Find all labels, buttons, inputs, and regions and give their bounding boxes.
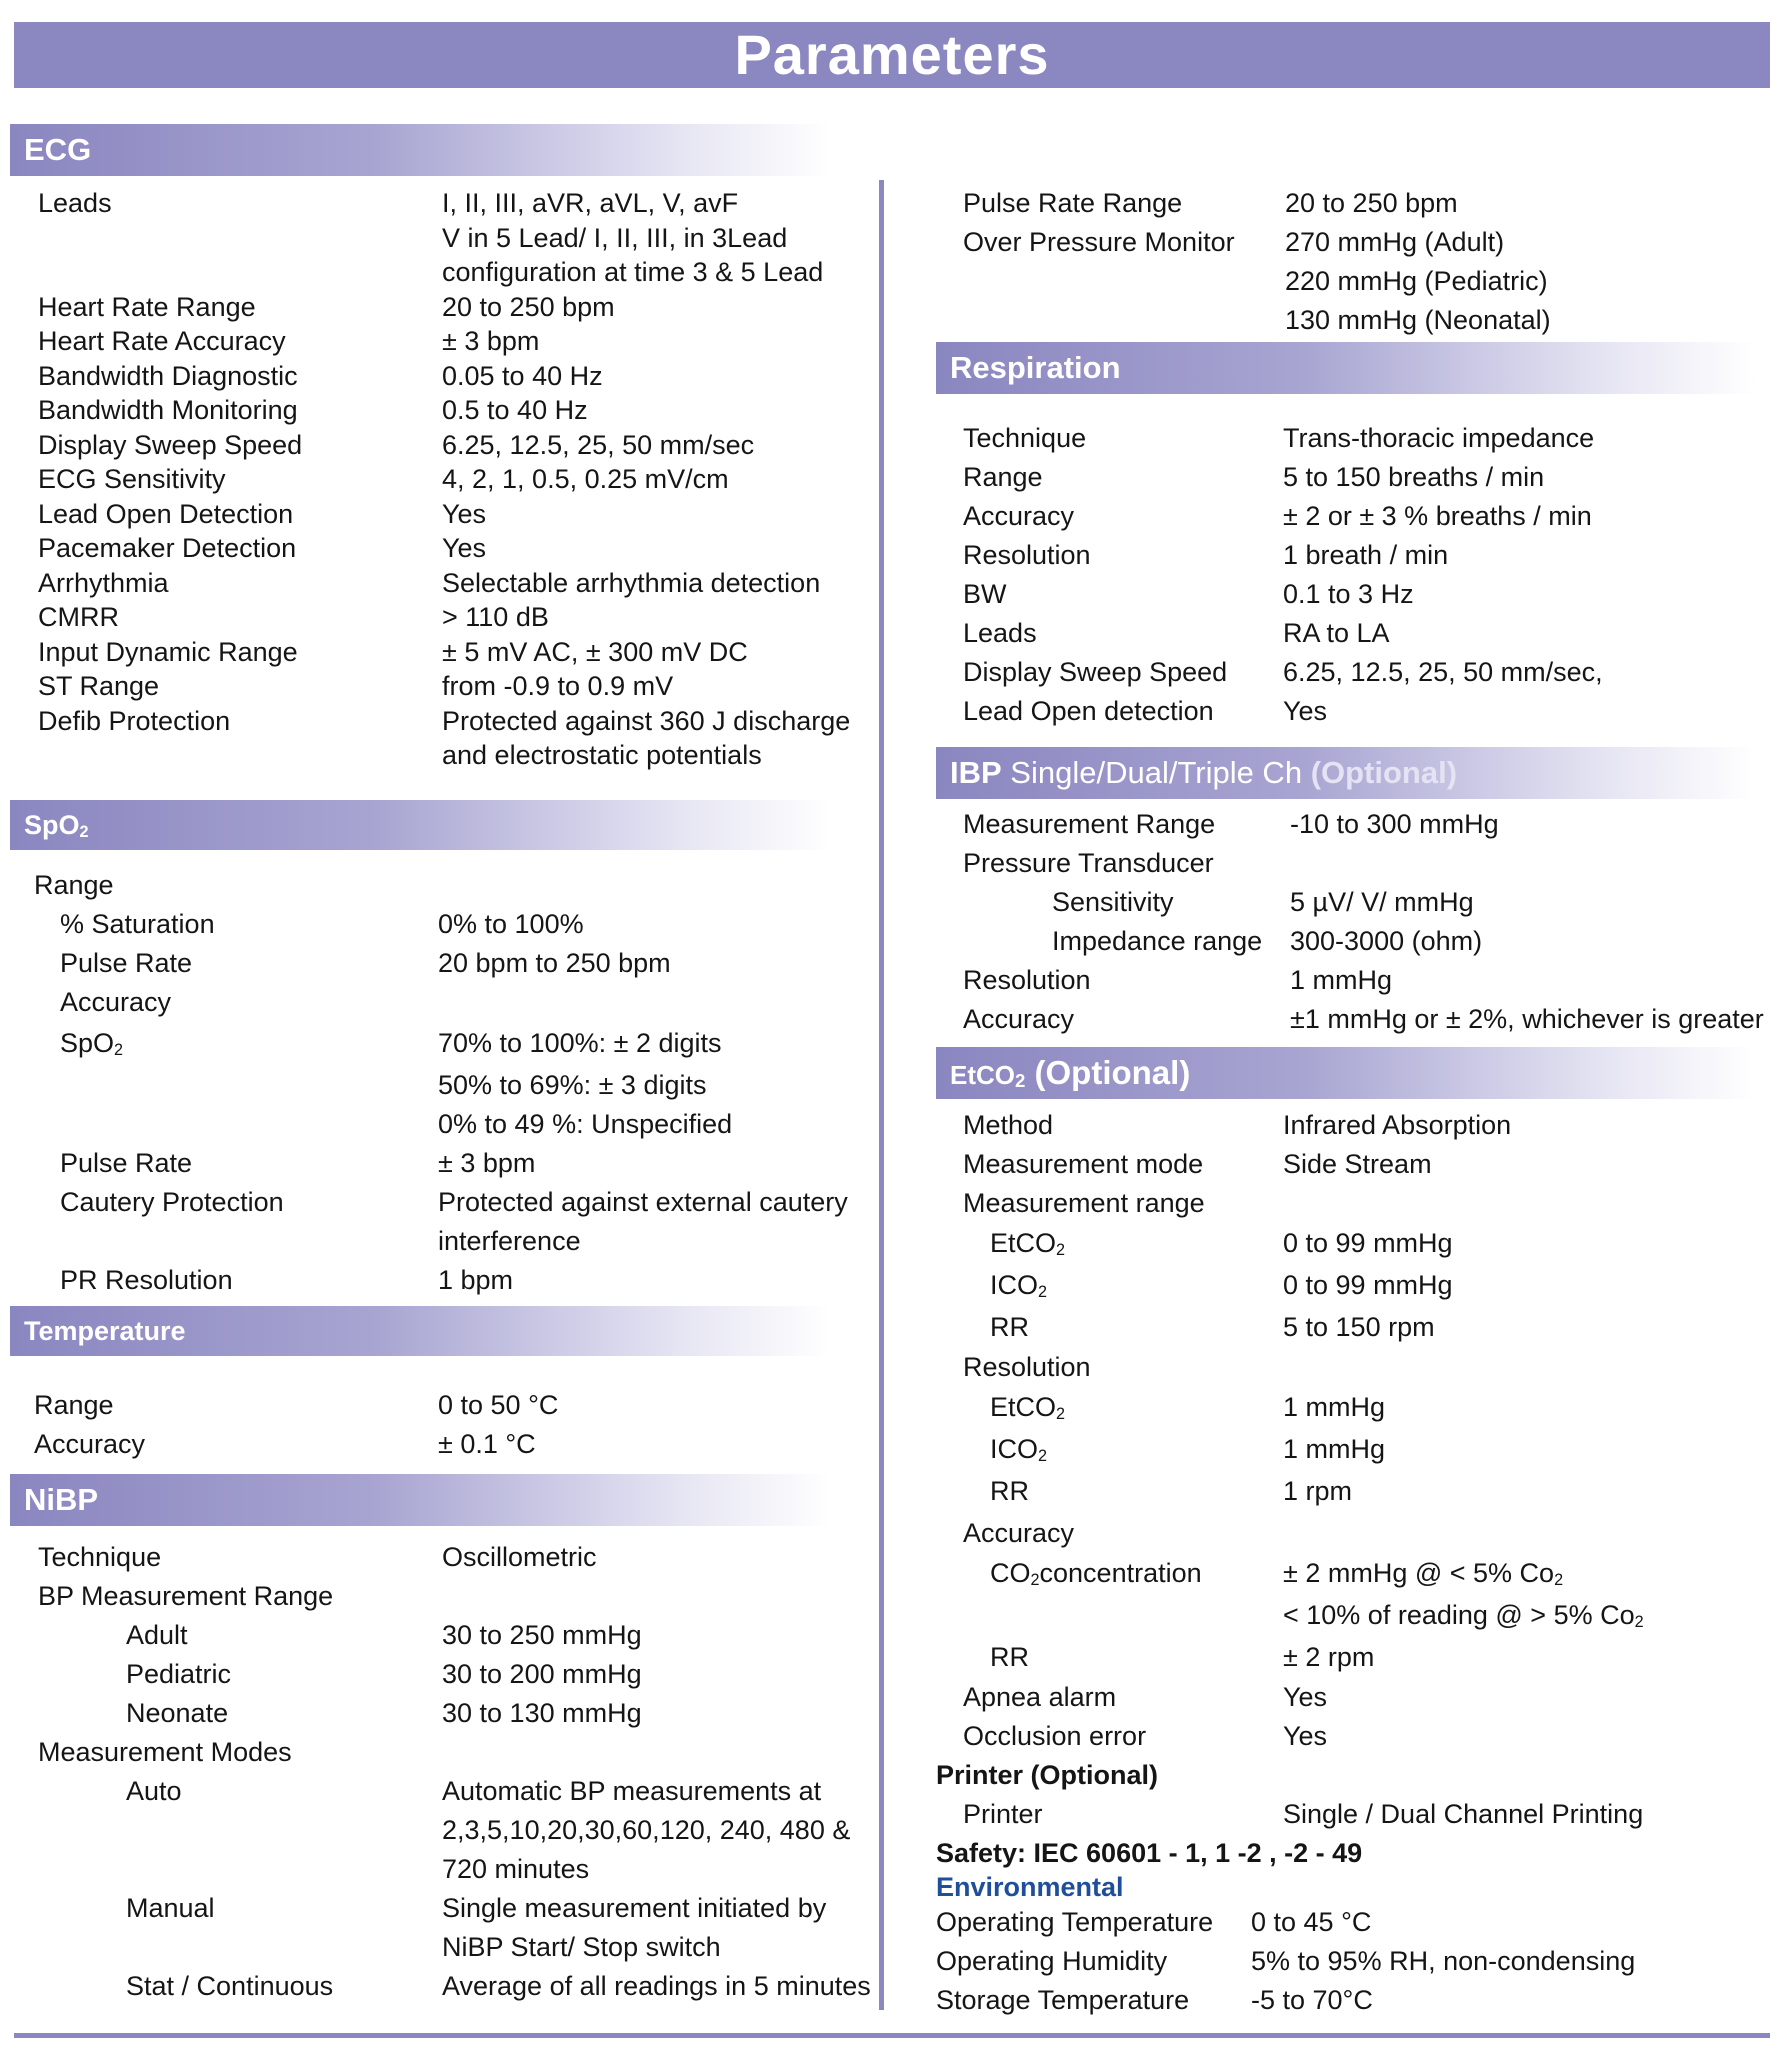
etco2-gas-label: EtCO bbox=[990, 1392, 1057, 1422]
ibp-label: Accuracy bbox=[963, 1004, 1075, 1034]
resp-value: ± 2 or ± 3 % breaths / min bbox=[1283, 501, 1592, 531]
etco2-value: 1 mmHg bbox=[1283, 1392, 1386, 1422]
etco2-label bbox=[990, 1226, 1065, 1267]
etco2-label: RR bbox=[990, 1476, 1029, 1506]
etco2-label: Apnea alarm bbox=[963, 1682, 1117, 1712]
environmental-heading: Environmental bbox=[936, 1872, 1124, 1902]
ecg-label: Pacemaker Detection bbox=[38, 533, 297, 563]
ecg-label: CMRR bbox=[38, 602, 119, 632]
ibp-value: -10 to 300 mmHg bbox=[1290, 809, 1499, 839]
ecg-label: Lead Open Detection bbox=[38, 499, 294, 529]
spo2-value: Protected against external cautery bbox=[438, 1187, 848, 1217]
ecg-value: 0.05 to 40 Hz bbox=[442, 361, 603, 391]
section-etco2-header bbox=[936, 1047, 1756, 1099]
nibp-label: Neonate bbox=[126, 1698, 229, 1728]
nibp-value: Single measurement initiated by bbox=[442, 1893, 827, 1923]
ecg-label: Bandwidth Diagnostic bbox=[38, 361, 298, 391]
ecg-value: 0.5 to 40 Hz bbox=[442, 395, 588, 425]
env-value: 0 to 45 °C bbox=[1251, 1907, 1372, 1937]
nibp-value: 270 mmHg (Adult) bbox=[1285, 227, 1505, 257]
nibp-bp-range: BP Measurement Range bbox=[38, 1581, 334, 1611]
ibp-transducer: Pressure Transducer bbox=[963, 848, 1214, 878]
ecg-label: Heart Rate Range bbox=[38, 292, 256, 322]
etco2-heading: EtCO bbox=[950, 1060, 1015, 1090]
ibp-value: 1 mmHg bbox=[1290, 965, 1393, 995]
etco2-label: Occlusion error bbox=[963, 1721, 1147, 1751]
sub-2: 2 bbox=[1030, 1571, 1040, 1589]
section-respiration-header: Respiration bbox=[936, 342, 1756, 394]
etco2-heading-sub: 2 bbox=[1015, 1070, 1026, 1091]
ico2-gas-label: ICO bbox=[990, 1434, 1039, 1464]
ecg-value: configuration at time 3 & 5 Lead bbox=[442, 257, 824, 287]
ecg-value: ± 3 bpm bbox=[442, 326, 540, 356]
resp-label: Display Sweep Speed bbox=[963, 657, 1228, 687]
nibp-value: 30 to 250 mmHg bbox=[442, 1620, 642, 1650]
resp-label: Lead Open detection bbox=[963, 696, 1214, 726]
ecg-value: 4, 2, 1, 0.5, 0.25 mV/cm bbox=[442, 464, 729, 494]
etco2-acc1: ± 2 mmHg @ < 5% Co bbox=[1283, 1558, 1555, 1588]
ibp-heading-bold: IBP bbox=[950, 755, 1002, 790]
nibp-label: Pulse Rate Range bbox=[963, 188, 1183, 218]
ecg-label: ECG Sensitivity bbox=[38, 464, 226, 494]
nibp-value: 30 to 130 mmHg bbox=[442, 1698, 642, 1728]
ecg-value: from -0.9 to 0.9 mV bbox=[442, 671, 674, 701]
section-temperature-header: Temperature bbox=[10, 1306, 830, 1356]
spo2-heading-sub: 2 bbox=[79, 823, 89, 841]
etco2-value bbox=[1283, 1556, 1563, 1597]
ecg-value: Yes bbox=[442, 533, 487, 563]
etco2-value: 5 to 150 rpm bbox=[1283, 1312, 1435, 1342]
ibp-label: Impedance range bbox=[1052, 926, 1263, 956]
section-ecg-header: ECG bbox=[10, 124, 830, 176]
spo2-value: ± 3 bpm bbox=[438, 1148, 536, 1178]
resp-value: RA to LA bbox=[1283, 618, 1390, 648]
spo2-acc-label: SpO bbox=[60, 1028, 115, 1058]
sub-2: 2 bbox=[1634, 1613, 1644, 1631]
nibp-value: 720 minutes bbox=[442, 1854, 590, 1884]
section-spo2-header bbox=[10, 800, 830, 850]
ibp-label: Resolution bbox=[963, 965, 1091, 995]
resp-label: Technique bbox=[963, 423, 1087, 453]
co2-concentration-label: concentration bbox=[1039, 1558, 1202, 1588]
env-label: Storage Temperature bbox=[936, 1985, 1190, 2015]
ecg-value: Selectable arrhythmia detection bbox=[442, 568, 821, 598]
etco2-value bbox=[1283, 1598, 1644, 1639]
spo2-value: 0% to 100% bbox=[438, 909, 584, 939]
ecg-label: Input Dynamic Range bbox=[38, 637, 298, 667]
env-value: 5% to 95% RH, non-condensing bbox=[1251, 1946, 1636, 1976]
etco2-value: ± 2 rpm bbox=[1283, 1642, 1375, 1672]
spo2-value: interference bbox=[438, 1226, 581, 1256]
ecg-value: I, II, III, aVR, aVL, V, avF bbox=[442, 188, 739, 218]
spo2-value: 50% to 69%: ± 3 digits bbox=[438, 1070, 707, 1100]
resp-value: 1 breath / min bbox=[1283, 540, 1449, 570]
etco2-label: RR bbox=[990, 1312, 1029, 1342]
printer-heading: Printer (Optional) bbox=[936, 1760, 1158, 1790]
safety-line: Safety: IEC 60601 - 1, 1 -2 , -2 - 49 bbox=[936, 1838, 1363, 1868]
etco2-value: Yes bbox=[1283, 1682, 1328, 1712]
etco2-gas-label: EtCO bbox=[990, 1228, 1057, 1258]
etco2-resolution: Resolution bbox=[963, 1352, 1091, 1382]
sub-2: 2 bbox=[1056, 1405, 1066, 1423]
etco2-value: Infrared Absorption bbox=[1283, 1110, 1512, 1140]
temperature-label: Range bbox=[34, 1390, 114, 1420]
resp-value: 6.25, 12.5, 25, 50 mm/sec, bbox=[1283, 657, 1603, 687]
etco2-value: 1 mmHg bbox=[1283, 1434, 1386, 1464]
ico2-gas-label: ICO bbox=[990, 1270, 1039, 1300]
nibp-label: Stat / Continuous bbox=[126, 1971, 334, 2001]
etco2-label: Measurement mode bbox=[963, 1149, 1204, 1179]
printer-value: Single / Dual Channel Printing bbox=[1283, 1799, 1644, 1829]
nibp-value: 220 mmHg (Pediatric) bbox=[1285, 266, 1548, 296]
ecg-value: 20 to 250 bpm bbox=[442, 292, 615, 322]
spo2-label: % Saturation bbox=[60, 909, 215, 939]
etco2-label: Method bbox=[963, 1110, 1054, 1140]
temperature-label: Accuracy bbox=[34, 1429, 146, 1459]
etco2-accuracy: Accuracy bbox=[963, 1518, 1075, 1548]
ecg-label: Display Sweep Speed bbox=[38, 430, 303, 460]
ecg-label: Heart Rate Accuracy bbox=[38, 326, 286, 356]
etco2-label bbox=[990, 1432, 1047, 1473]
nibp-label: Pediatric bbox=[126, 1659, 232, 1689]
spo2-label: Pulse Rate bbox=[60, 948, 193, 978]
spo2-accuracy: Accuracy bbox=[60, 987, 172, 1017]
co2-label: CO bbox=[990, 1558, 1031, 1588]
env-value: -5 to 70°C bbox=[1251, 1985, 1373, 2015]
nibp-value: 2,3,5,10,20,30,60,120, 240, 480 & bbox=[442, 1815, 851, 1845]
resp-label: Range bbox=[963, 462, 1043, 492]
resp-label: Accuracy bbox=[963, 501, 1075, 531]
section-ibp-header bbox=[936, 747, 1756, 799]
nibp-value: NiBP Start/ Stop switch bbox=[442, 1932, 721, 1962]
ecg-label: Arrhythmia bbox=[38, 568, 169, 598]
spo2-range: Range bbox=[34, 870, 114, 900]
section-nibp-header: NiBP bbox=[10, 1474, 830, 1526]
nibp-label: Auto bbox=[126, 1776, 182, 1806]
ibp-value: 300-3000 (ohm) bbox=[1290, 926, 1483, 956]
ecg-value: V in 5 Lead/ I, II, III, in 3Lead bbox=[442, 223, 788, 253]
temperature-value: ± 0.1 °C bbox=[438, 1429, 536, 1459]
etco2-value: 1 rpm bbox=[1283, 1476, 1353, 1506]
etco2-label bbox=[990, 1556, 1202, 1597]
spo2-acc-sub: 2 bbox=[114, 1041, 124, 1059]
nibp-value: 130 mmHg (Neonatal) bbox=[1285, 305, 1551, 335]
env-label: Operating Humidity bbox=[936, 1946, 1168, 1976]
spo2-label bbox=[60, 1026, 123, 1067]
etco2-label: RR bbox=[990, 1642, 1029, 1672]
ecg-label: Defib Protection bbox=[38, 706, 231, 736]
nibp-value: 30 to 200 mmHg bbox=[442, 1659, 642, 1689]
ibp-value: 5 µV/ V/ mmHg bbox=[1290, 887, 1474, 917]
ecg-value: Protected against 360 J discharge bbox=[442, 706, 851, 736]
nibp-label: Adult bbox=[126, 1620, 188, 1650]
ecg-value: and electrostatic potentials bbox=[442, 740, 762, 770]
resp-label: BW bbox=[963, 579, 1007, 609]
resp-value: 0.1 to 3 Hz bbox=[1283, 579, 1414, 609]
nibp-label: Manual bbox=[126, 1893, 215, 1923]
sub-2: 2 bbox=[1554, 1571, 1564, 1589]
temperature-value: 0 to 50 °C bbox=[438, 1390, 559, 1420]
etco2-acc2: < 10% of reading @ > 5% Co bbox=[1283, 1600, 1635, 1630]
resp-value: Yes bbox=[1283, 696, 1328, 726]
etco2-label bbox=[990, 1268, 1047, 1309]
sub-2: 2 bbox=[1038, 1447, 1048, 1465]
spo2-value: 70% to 100%: ± 2 digits bbox=[438, 1028, 722, 1058]
ibp-value: ±1 mmHg or ± 2%, whichever is greater bbox=[1290, 1004, 1764, 1034]
nibp-label: Technique bbox=[38, 1542, 162, 1572]
etco2-value: Side Stream bbox=[1283, 1149, 1432, 1179]
spo2-value: 20 bpm to 250 bpm bbox=[438, 948, 671, 978]
etco2-value: 0 to 99 mmHg bbox=[1283, 1270, 1453, 1300]
nibp-value: 20 to 250 bpm bbox=[1285, 188, 1458, 218]
nibp-modes: Measurement Modes bbox=[38, 1737, 292, 1767]
printer-label: Printer bbox=[963, 1799, 1043, 1829]
sub-2: 2 bbox=[1038, 1283, 1048, 1301]
nibp-value: Average of all readings in 5 minutes bbox=[442, 1971, 871, 2001]
bottom-rule bbox=[14, 2033, 1770, 2038]
spo2-value: 0% to 49 %: Unspecified bbox=[438, 1109, 733, 1139]
etco2-heading-optional: (Optional) bbox=[1025, 1054, 1191, 1091]
ecg-label: Bandwidth Monitoring bbox=[38, 395, 298, 425]
ecg-value: ± 5 mV AC, ± 300 mV DC bbox=[442, 637, 748, 667]
resp-label: Resolution bbox=[963, 540, 1091, 570]
nibp-value: Automatic BP measurements at bbox=[442, 1776, 822, 1806]
resp-label: Leads bbox=[963, 618, 1037, 648]
etco2-label bbox=[990, 1390, 1065, 1431]
ecg-label: Leads bbox=[38, 188, 112, 218]
ibp-heading-normal: Single/Dual/Triple Ch bbox=[1001, 755, 1311, 790]
spo2-label: Cautery Protection bbox=[60, 1187, 284, 1217]
ibp-label: Sensitivity bbox=[1052, 887, 1174, 917]
spo2-label: Pulse Rate bbox=[60, 1148, 193, 1178]
ibp-label: Measurement Range bbox=[963, 809, 1216, 839]
page-title: Parameters bbox=[14, 22, 1770, 88]
spo2-heading: SpO bbox=[24, 810, 80, 840]
ecg-value: 6.25, 12.5, 25, 50 mm/sec bbox=[442, 430, 755, 460]
spo2-value: 1 bpm bbox=[438, 1265, 514, 1295]
etco2-mrange: Measurement range bbox=[963, 1188, 1205, 1218]
etco2-value: Yes bbox=[1283, 1721, 1328, 1751]
resp-value: 5 to 150 breaths / min bbox=[1283, 462, 1545, 492]
resp-value: Trans-thoracic impedance bbox=[1283, 423, 1595, 453]
nibp-label: Over Pressure Monitor bbox=[963, 227, 1235, 257]
ecg-value: Yes bbox=[442, 499, 487, 529]
ecg-label: ST Range bbox=[38, 671, 160, 701]
etco2-value: 0 to 99 mmHg bbox=[1283, 1228, 1453, 1258]
ibp-heading-optional: (Optional) bbox=[1310, 755, 1458, 790]
ecg-value: > 110 dB bbox=[442, 602, 549, 632]
column-divider bbox=[879, 180, 884, 2010]
nibp-value: Oscillometric bbox=[442, 1542, 597, 1572]
spo2-label: PR Resolution bbox=[60, 1265, 233, 1295]
env-label: Operating Temperature bbox=[936, 1907, 1214, 1937]
sub-2: 2 bbox=[1056, 1241, 1066, 1259]
